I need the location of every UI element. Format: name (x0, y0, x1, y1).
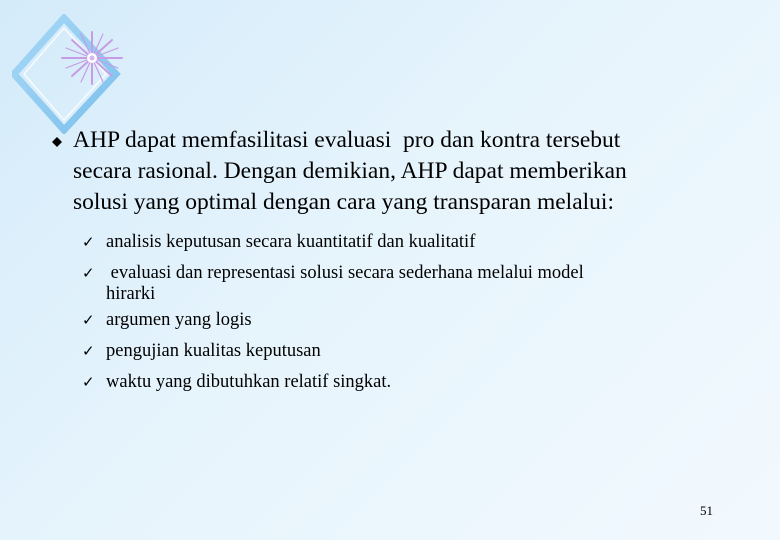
main-line-2: secara rasional. Dengan demikian, AHP dapat memberikan (73, 158, 627, 184)
list-item-text: argumen yang logis (106, 310, 252, 330)
list-item (82, 258, 722, 305)
diamond-star-logo-icon (12, 14, 130, 134)
list-item-text: waktu yang dibutuhkan relatif singkat. (106, 372, 392, 392)
main-line-1: AHP dapat memfasilitasi evaluasi pro dan kontra tersebut (73, 127, 621, 153)
list-item-text: evaluasi dan representasi solusi secara sederhana melalui model (106, 263, 584, 283)
list-item (82, 336, 722, 367)
main-line-3: solusi yang optimal dengan cara yang transparan melalui: (73, 189, 614, 215)
checkmark-icon: ✓ (82, 373, 95, 391)
checkmark-icon: ✓ (82, 342, 95, 360)
list-item (82, 367, 722, 398)
filled-diamond-bullet-icon (52, 137, 62, 147)
list-item-text: analisis keputusan secara kuantitatif dan kualitatif (106, 232, 476, 252)
list-item-text: pengujian kualitas keputusan (106, 341, 321, 361)
list-item-text-continued: hirarki (106, 284, 156, 304)
page-number: 51 (700, 503, 713, 518)
checkmark-icon: ✓ (82, 264, 95, 282)
main-paragraph (73, 125, 733, 218)
list-item (82, 227, 722, 258)
sub-bullet-list (82, 227, 722, 398)
list-item (82, 305, 722, 336)
checkmark-icon: ✓ (82, 311, 95, 329)
checkmark-icon: ✓ (82, 233, 95, 251)
